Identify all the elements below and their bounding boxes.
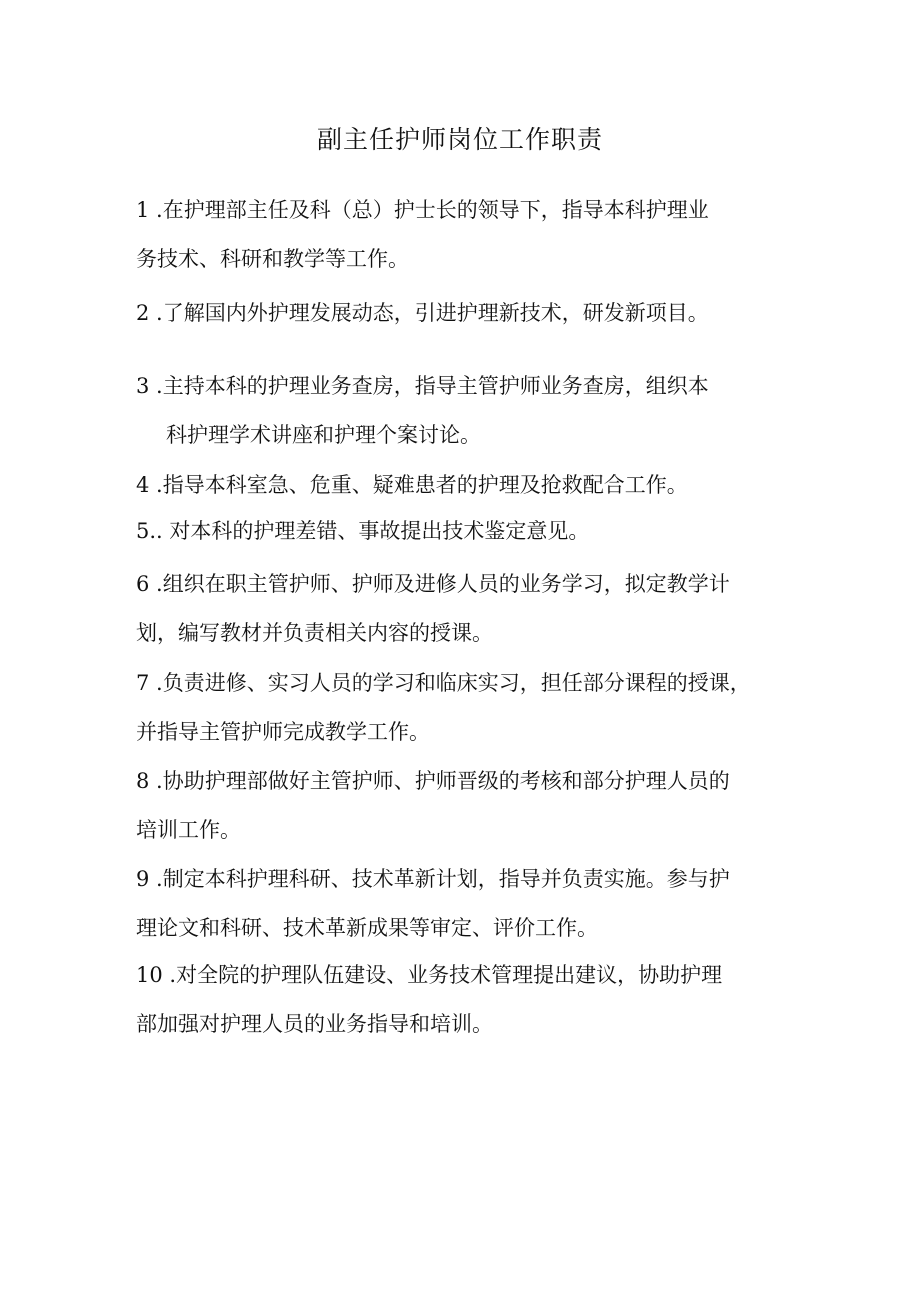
duty-item-1-line-2: 务技术、科研和教学等工作。 [136, 247, 409, 271]
duty-item-7-line-1: 7 .负责进修、实习人员的学习和临床实习，担任部分课程的授课， [136, 671, 751, 695]
duty-item-9 [136, 855, 786, 953]
document-title: 副主任护师岗位工作职责 [316, 125, 603, 154]
duty-item-4-line-1: 4 .指导本科室急、危重、疑难患者的护理及抢救配合工作。 [136, 473, 688, 497]
duty-item-7 [136, 659, 786, 757]
duty-item-1-line-1: 1 .在护理部主任及科（总）护士长的领导下，指导本科护理业 [136, 198, 709, 222]
duty-item-8-line-2: 培训工作。 [136, 818, 241, 842]
duty-item-3-line-2: 科护理学术讲座和护理个案讨论。 [166, 423, 481, 447]
duty-item-1 [136, 186, 786, 284]
duty-item-8 [136, 757, 786, 855]
duty-item-9-line-2: 理论文和科研、技术革新成果等审定、评价工作。 [136, 916, 598, 940]
duty-item-10 [136, 951, 786, 1049]
duty-item-6-line-1: 6 .组织在职主管护师、护师及进修人员的业务学习，拟定教学计 [136, 572, 730, 596]
duty-item-2 [136, 289, 786, 338]
duty-item-6-line-2: 划，编写教材并负责相关内容的授课。 [136, 621, 493, 645]
duty-item-6 [136, 560, 786, 658]
duty-item-9-line-1: 9 .制定本科护理科研、技术革新计划，指导并负责实施。参与护 [136, 867, 730, 891]
duty-item-5-line-1: 5.. 对本科的护理差错、事故提出技术鉴定意见。 [136, 519, 590, 543]
duty-item-10-line-1: 10 .对全院的护理队伍建设、业务技术管理提出建议，协助护理 [136, 963, 723, 987]
duty-item-3 [136, 362, 786, 460]
duty-item-5 [136, 507, 786, 556]
duty-item-2-line-1: 2 .了解国内外护理发展动态，引进护理新技术，研发新项目。 [136, 301, 709, 325]
duty-item-4 [136, 461, 786, 510]
duty-item-10-line-2: 部加强对护理人员的业务指导和培训。 [136, 1012, 493, 1036]
duty-item-7-line-2: 并指导主管护师完成教学工作。 [136, 720, 430, 744]
duty-item-8-line-1: 8 .协助护理部做好主管护师、护师晋级的考核和部分护理人员的 [136, 769, 730, 793]
duty-item-3-line-1: 3 .主持本科的护理业务查房，指导主管护师业务查房，组织本 [136, 374, 709, 398]
